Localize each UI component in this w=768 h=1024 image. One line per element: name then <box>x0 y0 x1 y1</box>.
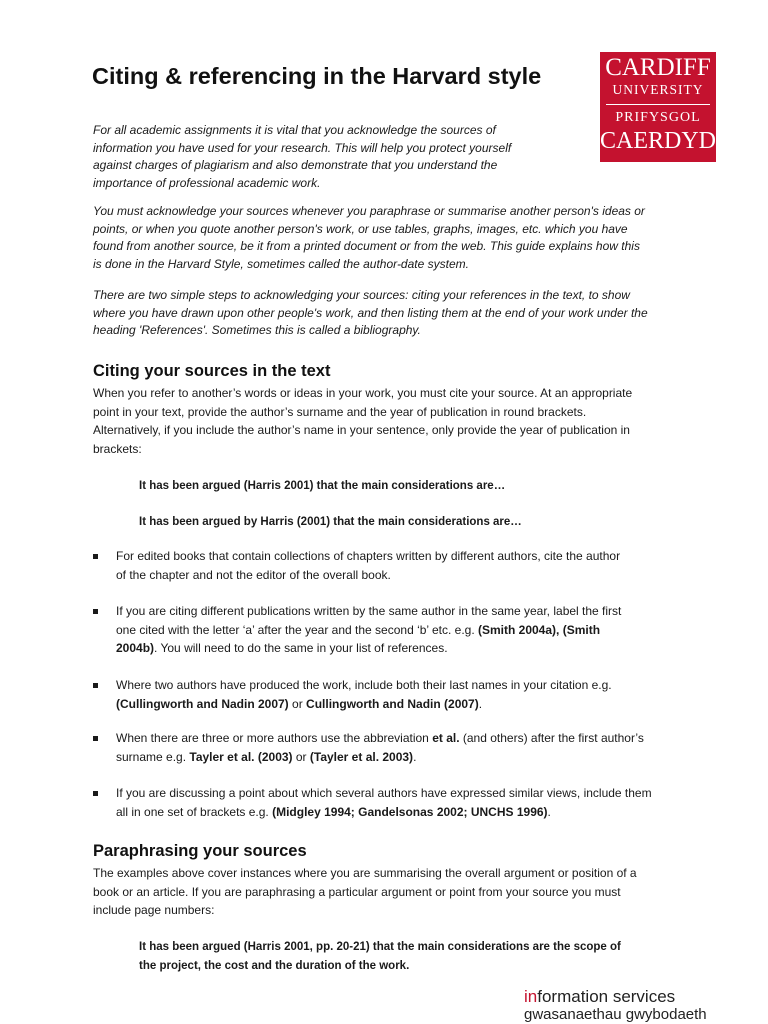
bullet-square-icon <box>93 736 98 741</box>
example-citation-paraphrase: It has been argued (Harris 2001, pp. 20-21) that the main considerations are the scope of the project, the cost and the duration of the work. <box>139 941 621 972</box>
logo-line-3: PRIFYSGOL <box>615 110 701 125</box>
logo-divider <box>606 104 710 105</box>
bullet-square-icon <box>93 609 98 614</box>
logo-line-1: CARDIFF <box>605 54 711 81</box>
footer-gwasanaethau-gwybodaeth: gwasanaethau gwybodaeth <box>524 1006 707 1023</box>
bullet-square-icon <box>93 791 98 796</box>
section-heading-paraphrasing: Paraphrasing your sources <box>93 842 307 860</box>
bullet-square-icon <box>93 683 98 688</box>
bullet-square-icon <box>93 554 98 559</box>
example-citation-2: It has been argued by Harris (2001) that the main considerations are… <box>139 516 522 528</box>
footer-information-services: information services <box>524 987 676 1006</box>
intro-paragraph-1: For all academic assignments it is vital that you acknowledge the sources of information you have used for your research. This will help you protect yourself against charges of plagiarism and also demonstrate that you understand the importance of professional academic work. <box>93 123 512 190</box>
section-heading-citing: Citing your sources in the text <box>93 362 331 380</box>
intro-paragraph-2: You must acknowledge your sources whenever you paraphrase or summarise another person's ideas or points, or when you quote another person's work, or use tables, graphs, images, etc. which you have found from another source, be it from a printed document or from the web. This guide explains how this is done in the Harvard Style, sometimes called the author-date system. <box>93 204 645 271</box>
cardiff-university-logo <box>600 52 734 162</box>
section1-body: When you refer to another’s words or ideas in your work, you must cite your source. At an appropriate point in your text, provide the author’s surname and the year of publication in round brackets. Alternatively, if you include the author’s name in your sentence, only provide the year of publication in brackets: <box>93 386 633 456</box>
logo-line-4: CAERDYDD <box>600 128 734 154</box>
example-citation-1: It has been argued (Harris 2001) that the main considerations are… <box>139 480 506 492</box>
page-title: Citing & referencing in the Harvard style <box>92 63 542 89</box>
intro-paragraph-3: There are two simple steps to acknowledging your sources: citing your references in the text, to show where you have drawn upon other people's work, and then listing them at the end of your work under the heading 'References'. Sometimes this is called a bibliography. <box>93 288 648 338</box>
section2-body: The examples above cover instances where you are summarising the overall argument or position of a book or an article. If you are paraphrasing a particular argument or point from your source you must include page numbers: <box>93 866 637 917</box>
logo-line-2: UNIVERSITY <box>612 82 704 97</box>
